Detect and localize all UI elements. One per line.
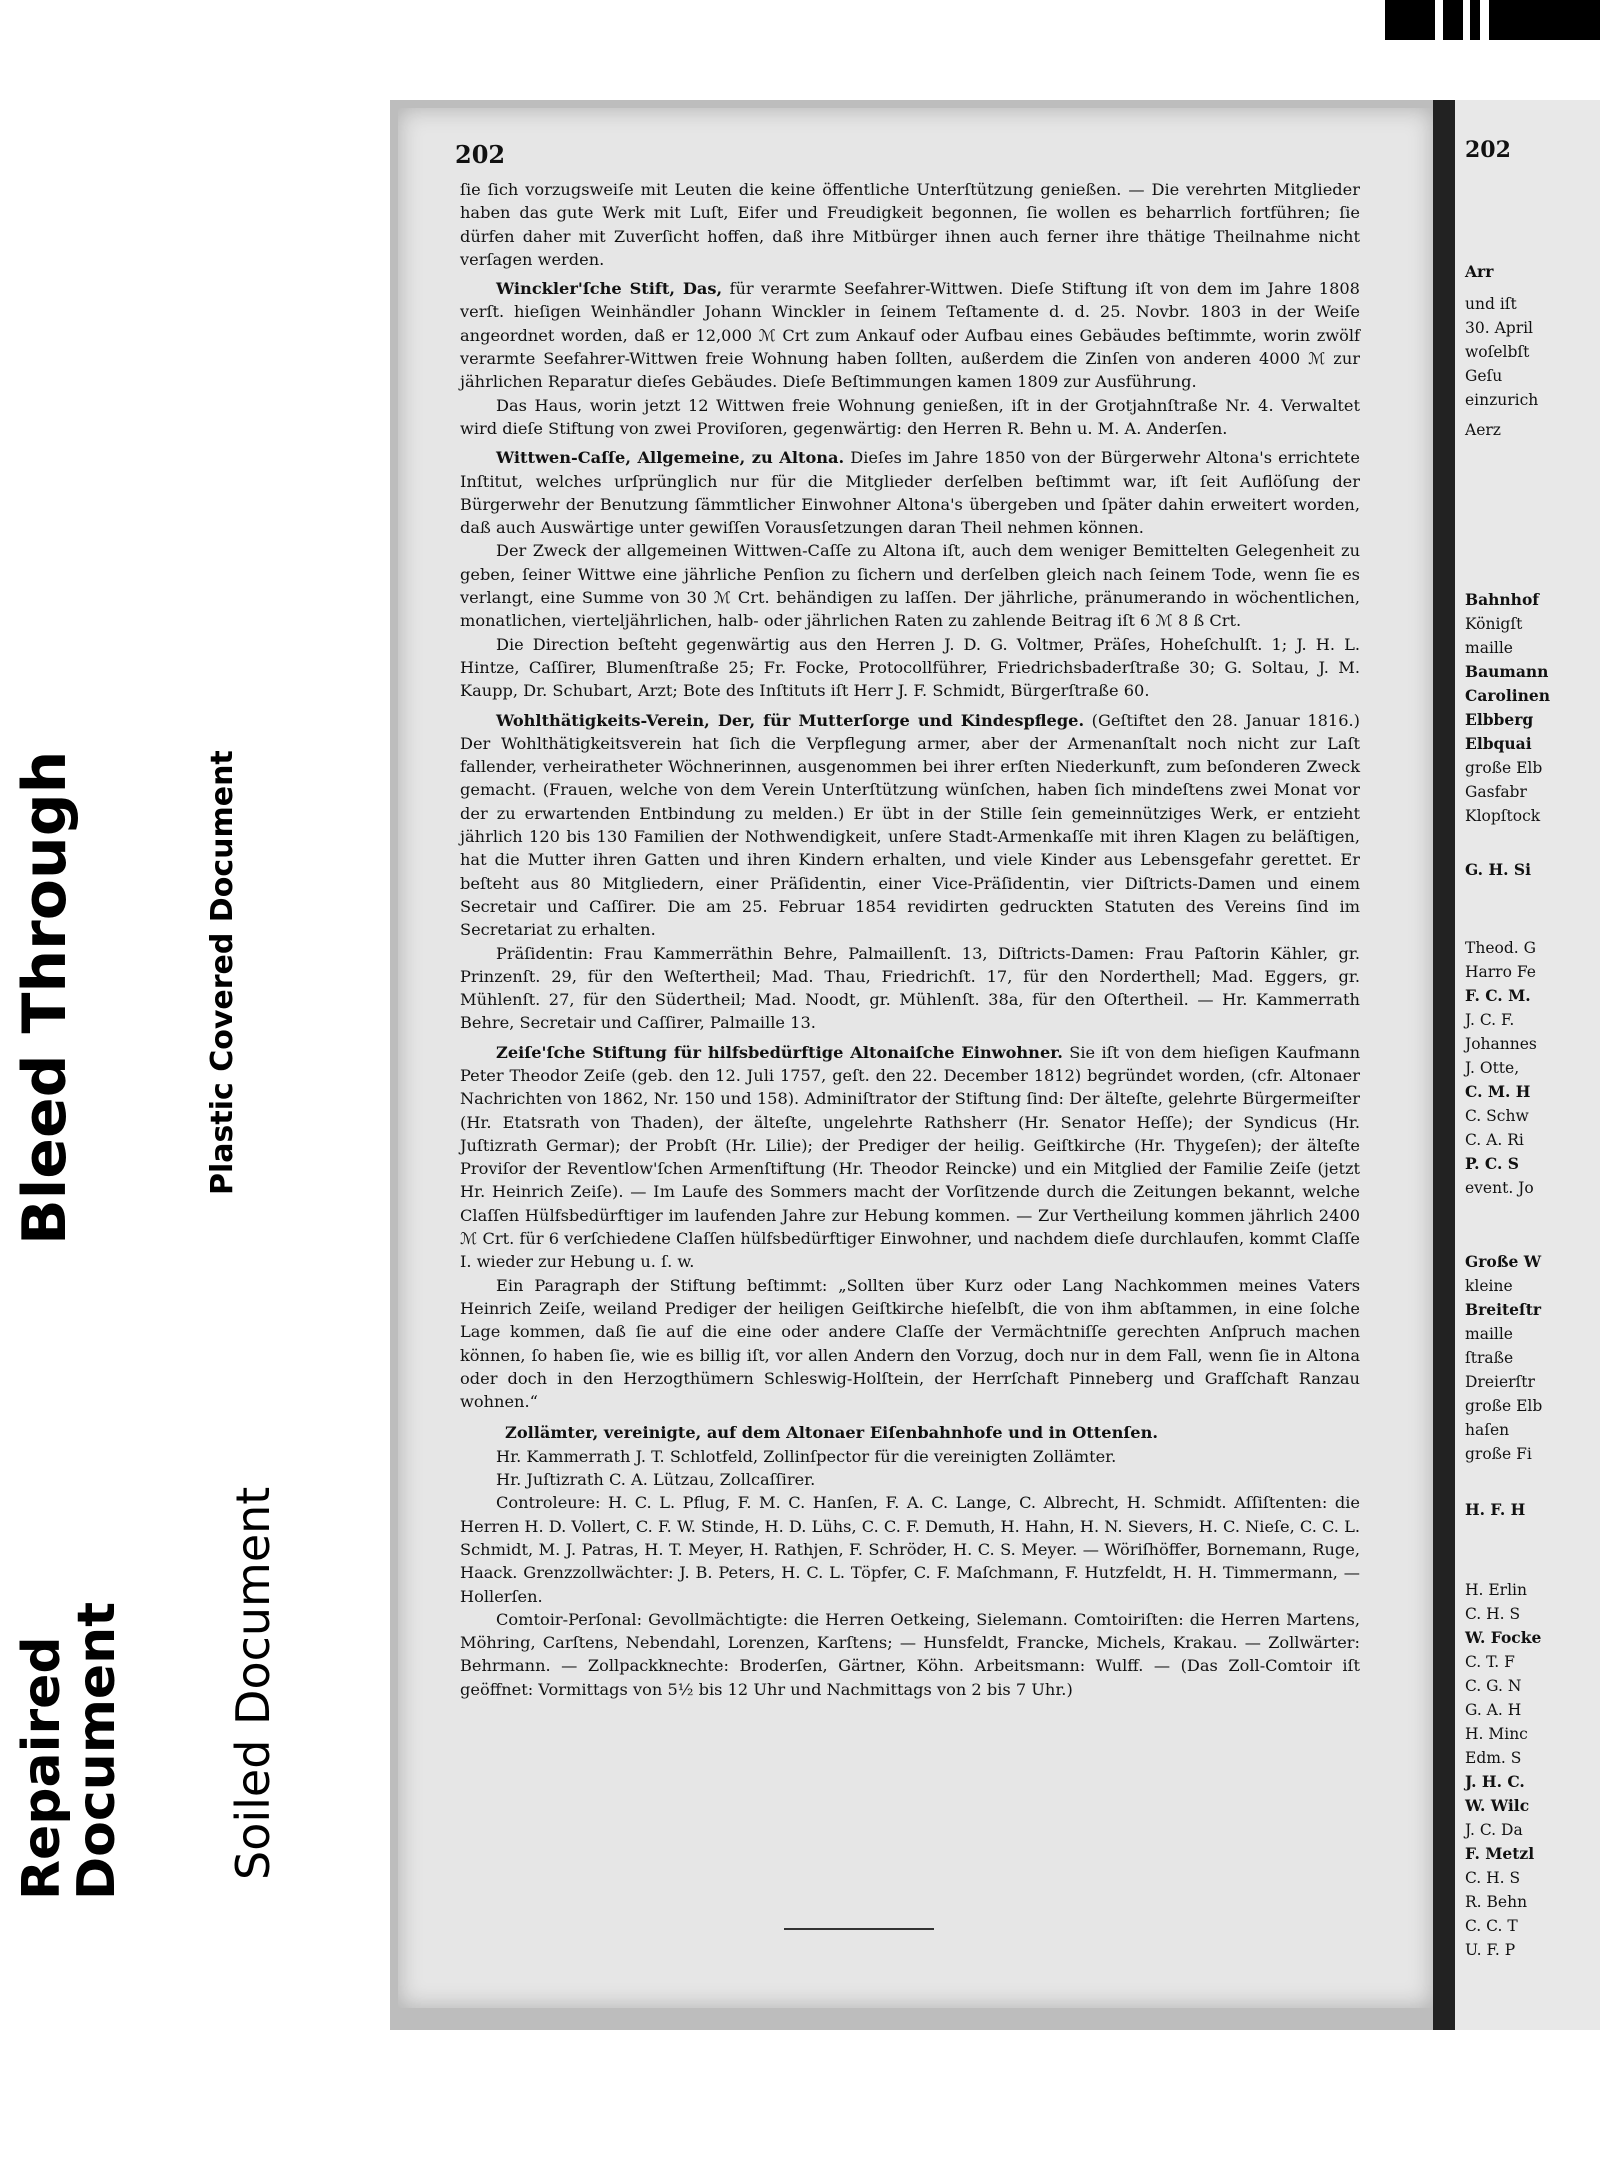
body-paragraph	[460, 942, 1360, 1035]
right-page-line: C. A. Ri	[1465, 1131, 1524, 1149]
entry-paragraph	[460, 446, 1360, 539]
right-page-line: Harro Fe	[1465, 963, 1536, 981]
right-page-line: Königſt	[1465, 615, 1523, 633]
repaired-label-line-2: Document	[66, 1601, 127, 1900]
paragraph-text: Der Zweck der allgemeinen Wittwen-Caſſe zu Altona iſt, auch dem weniger Bemittelten Gelegenheit zu geben, ſeiner Wittwe eine jährliche Penſion zu ſichern und derſelben gleich nach ſeinem Tode, wenn ſie es verlangt, eine Summe von 30 ℳ Crt. behändigen zu laſſen. Der jährliche, pränumerando in wöchentlichen, monatlichen, vierteljährlichen, halb- oder jährlichen Raten zu zahlende Beitrag iſt 6 ℳ 8 ß Crt.	[460, 541, 1360, 631]
right-page-line: C. C. T	[1465, 1917, 1518, 1935]
entry-heading: Winckler'ſche Stift, Das,	[496, 279, 723, 299]
right-page-line: G. A. H	[1465, 1701, 1522, 1719]
body-paragraph	[460, 394, 1360, 441]
right-page-line: C. Schw	[1465, 1107, 1529, 1125]
right-page-line: U. F. P	[1465, 1941, 1516, 1959]
right-page-line: event. Jo	[1465, 1179, 1534, 1197]
customs-line: Comtoir-Perſonal: Gevollmächtigte: die Herren Oetkeing, Sielemann. Comtoiriſten: die Herren Martens, Möhring, Carſtens, Nebendahl, Lorenzen, Karſtens; — Hunsfeldt, Francke, Michels, Krakau. — Zollwärter: Behrmann. — Zollpackknechte: Broderſen, Gärtner, Köhn. Arbeitsmann: Wulff. — (Das Zoll-Comtoir iſt geöffnet: Vormittags von 5½ bis 12 Uhr und Nachmittags von 2 bis 7 Uhr.)	[460, 1609, 1360, 1699]
right-page-line: Theod. G	[1465, 939, 1536, 957]
right-page-line: kleine	[1465, 1277, 1513, 1295]
customs-line: Controleure: H. C. L. Pflug, F. M. C. Hanſen, F. A. C. Lange, C. Albrecht, H. Schmidt. Aſſiſtenten: die Herren H. D. Vollert, C. F. W. Stinde, H. D. Lühs, C. C. F. Demuth, H. Hahn, H. N. Sievers, H. C. Nieſe, C. C. L. Schmidt, M. J. Patras, H. T. Meyer, H. Rathjen, F. Schröder, H. C. S. Meyer. — Wöriſhöffer, Bornemann, Ruge, Haack. Grenzzollwächter: J. B. Peters, H. C. L. Töpfer, C. F. Maſchmann, F. Hutzfeldt, H. H. Timmermann, — Hollerſen.	[460, 1493, 1360, 1606]
right-page-line: große Elb	[1465, 1397, 1543, 1415]
right-page-line: Arr	[1465, 262, 1494, 281]
right-page-line: J. H. C.	[1465, 1772, 1525, 1791]
entry-heading: Wohlthätigkeits-Verein, Der, für Mutterſorge und Kindespflege.	[496, 710, 1085, 730]
entry-heading: Zeiſe'ſche Stiftung für hilfsbedürftige Altonaiſche Einwohner.	[496, 1042, 1063, 1062]
page-number: 202	[455, 140, 506, 169]
entry-paragraph	[460, 277, 1360, 393]
right-page-line: P. C. S	[1465, 1154, 1519, 1173]
right-page-line: Carolinen	[1465, 686, 1551, 705]
right-page-line: Dreierſtr	[1465, 1373, 1535, 1391]
paragraph-text: Ein Paragraph der Stiftung beſtimmt: „Sollten über Kurz oder Lang Nachkommen meines Vaters Heinrich Zeiſe, weiland Prediger der heiligen Geiſtkirche hieſelbſt, die von ihm abſtammen, in eine ſolche Lage kommen, daß ſie auf die eine oder andere Claſſe der Vermächtniſſe gerechten Anſpruch machen können, ſo haben ſie, wie es billig iſt, vor allen Andern den Vorzug, doch nur in dem Fall, wenn ſie in Altona oder doch in den Herzogthümern Schleswig-Holſtein, der Herrſchaft Pinneberg und Grafſchaft Ranzau wohnen.“	[460, 1275, 1360, 1412]
paragraph-text: ſie ſich vorzugsweiſe mit Leuten die keine öffentliche Unterſtützung genießen. — Die verehrten Mitglieder haben das gute Werk mit Luſt, Eifer und Freudigkeit begonnen, ſie wollen es beharrlich fortführen; ſie dürfen daher mit Zuverſicht hoffen, daß ihre Mitbürger ihnen auch ferner ihre thätige Theilnahme nicht verſagen werden.	[460, 180, 1360, 269]
right-page-line: woſelbſt	[1465, 343, 1530, 361]
right-page-number: 202	[1465, 137, 1511, 163]
right-page-line: Baumann	[1465, 662, 1549, 681]
paragraph-text: Dieſes im Jahre 1850 von der Bürgerwehr Altona's errichtete Inſtitut, welches urſprünglich nur für die Mitglieder derſelben beſtimmt war, iſt ſeit Auflöſung der Bürgerwehr der Benutzung ſämmtlicher Einwohner Altona's übergeben und ſpäter dahin erweitert worden, daß auch Auswärtige unter gewiſſen Vorausſetzungen daran Theil nehmen können.	[460, 448, 1360, 538]
entry-paragraph	[460, 709, 1360, 942]
right-page-line: Gasfabr	[1465, 783, 1527, 801]
customs-line: Hr. Juſtizrath C. A. Lützau, Zollcaſſirer.	[496, 1470, 816, 1490]
right-page-line: 30. April	[1465, 319, 1534, 337]
right-page-line: F. C. M.	[1465, 986, 1531, 1005]
right-page-line: Johannes	[1465, 1035, 1537, 1053]
body-paragraph	[460, 539, 1360, 632]
right-page-line: Elbquai	[1465, 734, 1532, 753]
right-page-line: C. T. F	[1465, 1653, 1515, 1671]
right-page-line: Klopſtock	[1465, 807, 1541, 825]
right-page-line: C. M. H	[1465, 1082, 1531, 1101]
repaired-label-line-1: Repaired	[12, 1636, 72, 1900]
right-page-line: und iſt	[1465, 295, 1517, 313]
right-page-line: W. Focke	[1465, 1628, 1542, 1647]
body-paragraph	[460, 633, 1360, 703]
entry-paragraph	[460, 1041, 1360, 1274]
right-page-line: C. H. S	[1465, 1605, 1521, 1623]
customs-line: Hr. Kammerrath J. T. Schlotfeld, Zollinſpector für die vereinigten Zollämter.	[496, 1446, 1117, 1466]
right-page-line: F. Metzl	[1465, 1844, 1535, 1863]
paragraph-text: Präſidentin: Frau Kammerräthin Behre, Palmaillenſt. 13, Diſtricts-Damen: Frau Paſtorin Kähler, gr. Prinzenſt. 29, für den Weſtertheil; Mad. Thau, Friedrichſt. 17, für den Norderthell; Mad. Eggers, gr. Mühlenſt. 27, für den Südertheil; Mad. Noodt, gr. Mühlenſt. 38a, für den Oſtertheil. — Hr. Kammerrath Behre, Secretair und Caſſirer, Palmaille 13.	[460, 943, 1360, 1033]
right-page-line: H. Erlin	[1465, 1581, 1527, 1599]
paragraph-text: Sie iſt von dem hieſigen Kaufmann Peter Theodor Zeiſe (geb. den 12. Juli 1757, geſt. den 22. December 1812) begründet worden, (cfr. Altonaer Nachrichten von 1862, Nr. 150 und 158). Adminiſtrator der Stiftung ſind: Der älteſte, gelehrte Bürgermeiſter (Hr. Etatsrath von Thaden), der älteſte, ungelehrte Rathsherr (Hr. Senator Heſſe); der Syndicus (Hr. Juſtizrath Germar); der Probſt (Hr. Lilie); der Prediger der heilig. Geiſtkirche (Hr. Thygeſen); der älteſte Proviſor der Reventlow'ſchen Armenſtiftung (Hr. Theodor Reincke) und ein Mitglied der Familie Zeiſe (jetzt Hr. Heinrich Zeiſe). — Im Laufe des Sommers macht der Vorſitzende durch die Zeitungen bekannt, welche Claſſen Hülfsbedürftiger im laufenden Jahre zur Hebung kommen. — Zur Vertheilung kommen jährlich 2400 ℳ Crt. für 6 verſchiedene Claſſen hülfsbedürftiger Einwohner, und nachdem dieſe durchlaufen, kommt Claſſe I. wieder zur Hebung u. ſ. w.	[460, 1042, 1360, 1272]
right-page-line: H. F. H	[1465, 1500, 1526, 1519]
repaired-document-label	[12, 1601, 127, 1900]
plastic-covered-label: Plastic Covered Document	[205, 750, 240, 1195]
right-page-line: J. C. F.	[1465, 1011, 1515, 1029]
paragraph-text: Die Direction beſteht gegenwärtig aus den Herren J. D. G. Voltmer, Präſes, Hoheſchulſt. 1; J. H. L. Hintze, Caſſirer, Blumenſtraße 25; Fr. Focke, Protocollführer, Friedrichsbaderſtraße 30; G. Soltau, J. M. Kaupp, Dr. Schubart, Arzt; Bote des Inſtituts iſt Herr J. F. Schmidt, Bürgerſtraße 60.	[460, 634, 1360, 701]
right-page-line: G. H. Si	[1465, 860, 1531, 879]
right-page-line: J. C. Da	[1465, 1821, 1523, 1839]
right-page-line: J. Otte,	[1465, 1059, 1520, 1077]
body-paragraph	[460, 1274, 1360, 1414]
book-gutter	[1433, 100, 1457, 2030]
body-paragraph	[460, 178, 1360, 271]
right-page-line: Geſu	[1465, 367, 1503, 385]
right-page-line: C. G. N	[1465, 1677, 1522, 1695]
paragraph-text: Das Haus, worin jetzt 12 Wittwen freie Wohnung genießen, iſt in der Grotjahnſtraße Nr. 4. Verwaltet wird dieſe Stiftung von zwei Proviſoren, gegenwärtig: den Herren R. Behn u. M. A. Anderſen.	[460, 395, 1360, 438]
bleed-through-label: Bleed Through	[10, 750, 80, 1245]
paragraph-text: für verarmte Seefahrer-Wittwen. Dieſe Stiftung iſt von dem im Jahre 1808 verſt. hieſigen Weinhändler Johann Winckler in ſeinem Teſtamente d. d. 25. Novbr. 1803 in der Weiſe angeordnet worden, daß er 12,000 ℳ Crt zum Ankauf oder Aufbau eines Gebäudes beſtimmte, worin zwölf verarmte Seefahrer-Wittwen freie Wohnung haben ſollten, außerdem die Zinſen von anderen 4000 ℳ zur jährlichen Reparatur dieſes Gebäudes. Dieſe Beſtimmungen kamen 1809 zur Ausführung.	[460, 279, 1360, 392]
right-page-line: maille	[1465, 1325, 1513, 1343]
right-page-line: R. Behn	[1465, 1893, 1528, 1911]
right-page-line: haſen	[1465, 1421, 1510, 1439]
right-page-line: große Fi	[1465, 1445, 1532, 1463]
scan-edge-strip	[1385, 0, 1600, 40]
right-page-line: maille	[1465, 639, 1513, 657]
customs-heading: Zollämter, vereinigte, auf dem Altonaer Eiſenbahnhofe und in Ottenſen.	[505, 1423, 1159, 1443]
margin-labels	[0, 0, 330, 2177]
right-page-line: ſtraße	[1465, 1349, 1514, 1367]
right-page-line: C. H. S	[1465, 1869, 1521, 1887]
right-page-line: H. Minc	[1465, 1725, 1528, 1743]
right-page-line: einzurich	[1465, 391, 1539, 409]
paragraph-text: (Geſtiftet den 28. Januar 1816.) Der Wohlthätigkeitsverein hat ſich die Verpflegung armer, aber der Armenanſtalt noch nicht zur Laſt fallender, verheiratheter Wöchnerinnen, ausgenommen bei ihrer erſten Niederkunft, zum beſonderen Zweck gemacht. (Frauen, welche von dem Verein Unterſtützung wünſchen, haben ſich mindeſtens zwei Monat vor der zu erwartenden Entbindung zu melden.) Er übt in der Stille ſein gemeinnütziges Werk, er entzieht jährlich 120 bis 130 Familien der Nothwendigkeit, unſere Stadt-Armenkaſſe mit ihren Klagen zu beläſtigen, hat die Mutter ihren Gatten und ihren Kindern erhalten, und viele Kinder aus Lebensgefahr gerettet. Er beſteht aus 80 Mitgliedern, einer Präſidentin, einer Vice-Präſidentin, vier Diſtricts-Damen und einem Secretair und Caſſirer. Die am 25. Februar 1854 revidirten gedruckten Statuten des Vereins ſind im Secretariat zu erhalten.	[460, 710, 1360, 940]
closing-rule	[784, 1928, 934, 1930]
right-page-line: Bahnhof	[1465, 590, 1539, 609]
right-page-line: Elbberg	[1465, 710, 1534, 729]
right-page-line: W. Wilc	[1465, 1796, 1530, 1815]
main-text-column	[460, 178, 1360, 1701]
right-page-line: Edm. S	[1465, 1749, 1522, 1767]
right-page-line: Breiteſtr	[1465, 1300, 1542, 1319]
right-page-line: Große W	[1465, 1252, 1542, 1271]
entry-heading: Wittwen-Caſſe, Allgemeine, zu Altona.	[496, 448, 845, 468]
right-page-line: Aerz	[1465, 421, 1501, 439]
right-page-line: große Elb	[1465, 759, 1543, 777]
soiled-document-label: Soiled Document	[226, 1486, 280, 1880]
